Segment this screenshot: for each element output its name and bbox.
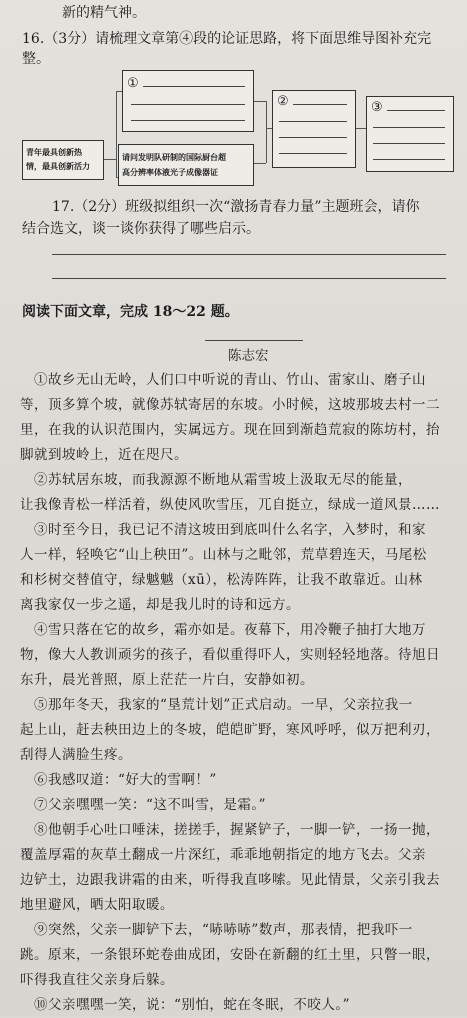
p1-line: 等，顶多算个坡，就像苏轼寄居的东坡。小时候，这坡那坡去村一二 <box>20 397 440 413</box>
connector <box>104 159 116 160</box>
p1-line: 里，在我的认识范围内，实属远方。现在回到渐趋荒寂的陈坊村，抬 <box>20 422 440 438</box>
blank-1-label: ① <box>127 76 139 91</box>
connector <box>356 128 366 129</box>
answer-line <box>373 143 445 144</box>
answer-line <box>387 110 445 111</box>
p4-line: 东升，晨光普照，原上茫茫一片白，安静如初。 <box>20 672 314 688</box>
mindmap-blank-box-1 <box>122 70 254 132</box>
p8-line: 覆盖厚霜的灰草土翻成一片深红，乖乖地朝指定的地方飞去。父亲 <box>20 847 426 863</box>
connector <box>266 101 267 163</box>
p5-line: 起上山，赶去秧田边上的冬坡，皑皑旷野，寒风呼呼，似万把利刃， <box>20 722 440 738</box>
mindmap-left-line1: 青年最具创新热 <box>26 147 82 157</box>
p3-line: 和杉树交替值守，绿魆魆（xū），松涛阵阵，让我不敢靠近。山林 <box>20 572 423 588</box>
blank-3-label: ③ <box>371 100 383 115</box>
p9-line: 跳。原来，一条银环蛇卷曲成团，安卧在新翻的红土里，只瞥一眼， <box>20 947 440 963</box>
p3-line: 人一样，轻唤它“山上秧田”。山林与之毗邻，荒草碧连天，马尾松 <box>20 547 427 563</box>
connector <box>254 163 266 164</box>
answer-line <box>279 153 347 154</box>
p2-line: ②苏轼居东坡，而我源源不断地从霜雪坡上汲取无尽的能量， <box>34 472 412 488</box>
title-line <box>205 340 303 341</box>
q16-line1: 16.（3分）请梳理文章第④段的论证思路，将下面思维导图补充完 <box>22 31 432 47</box>
answer-line <box>279 137 347 138</box>
answer-line <box>279 121 347 122</box>
connector <box>254 101 266 102</box>
q17-line2: 结合选文，谈一谈你获得了哪些启示。 <box>22 221 260 237</box>
p8-line: 地里避风，晒太阳取暖。 <box>20 897 174 913</box>
mindmap-mid-box <box>118 144 254 186</box>
article-body <box>20 368 452 1018</box>
p5-line: ⑤那年冬天，我家的“垦荒计划”正式启动。一早，父亲拉我一 <box>34 697 413 713</box>
p4-line: ④雪只落在它的故乡，霜亦如是。夜幕下，用冷鞭子抽打大地万 <box>34 622 426 638</box>
top-line: 新的精气神。 <box>62 5 146 21</box>
author: 陈志宏 <box>228 348 269 364</box>
p8-line: ⑧他朝手心吐口唾沫，搓搓手，握紧铲子，一脚一铲，一扬一抛， <box>34 822 440 838</box>
p7-line: ⑦父亲嘿嘿一笑：“这不叫雪，是霜。” <box>34 797 267 813</box>
mindmap-left-line2: 情，最具创新活力 <box>26 161 90 171</box>
p5-line: 刮得人满脸生疼。 <box>20 747 132 763</box>
answer-line <box>143 86 245 87</box>
p1-line: ①故乡无山无岭，人们口中听说的青山、竹山、雷家山、磨子山 <box>34 372 426 388</box>
connector <box>116 91 117 177</box>
answer-line <box>373 127 445 128</box>
q17-answer-line-1 <box>52 254 446 255</box>
answer-line <box>131 120 245 121</box>
q16-line2: 整。 <box>22 51 50 67</box>
p3-line: ③时至今日，我已记不清这坡田到底叫什么名字，入梦时，和家 <box>34 522 426 538</box>
mindmap-left-box <box>22 140 104 180</box>
mindmap-mid-line2: 高分辨率体液光子成像器证 <box>122 167 218 177</box>
mindmap-blank-box-2 <box>272 90 356 168</box>
reading-heading: 阅读下面文章，完成 18～22 题。 <box>22 304 239 320</box>
p3-line: 离我家仅一步之遥，却是我儿时的诗和远方。 <box>20 597 300 613</box>
q17-line1: 17.（2分）班级拟组织一次“激扬青春力量”主题班会，请你 <box>52 199 420 215</box>
p9-line: ⑨突然，父亲一脚铲下去，“哧哧哧”数声，那表情，把我吓一 <box>34 922 413 938</box>
p2-line: 让我像青松一样活着，纵使风吹雪压，兀自挺立，绿成一道风景…… <box>20 497 440 513</box>
mindmap-mid-line1: 请问发明队研制的国际厨台超 <box>122 152 226 162</box>
p10-line: ⑩父亲嘿嘿一笑，说：“别怕，蛇在冬眠，不咬人。” <box>34 997 351 1013</box>
answer-line <box>373 159 445 160</box>
answer-line <box>293 104 347 105</box>
mindmap-blank-box-3 <box>366 96 454 172</box>
answer-line <box>131 104 245 105</box>
p8-line: 边铲土，边跟我讲霜的由来，听得我直哆嗦。见此情景，父亲引我去 <box>20 872 440 888</box>
blank-2-label: ② <box>277 94 289 109</box>
p9-line: 吓得我直往父亲身后躲。 <box>20 972 174 988</box>
p1-line: 脚就到坡岭上，近在咫尺。 <box>20 447 188 463</box>
q17-answer-line-2 <box>52 278 446 279</box>
p6-line: ⑥我感叹道：“好大的雪啊！” <box>34 772 217 788</box>
p4-line: 物，像大人教训顽劣的孩子，看似重得吓人，实则轻轻地落。待旭日 <box>20 647 440 663</box>
